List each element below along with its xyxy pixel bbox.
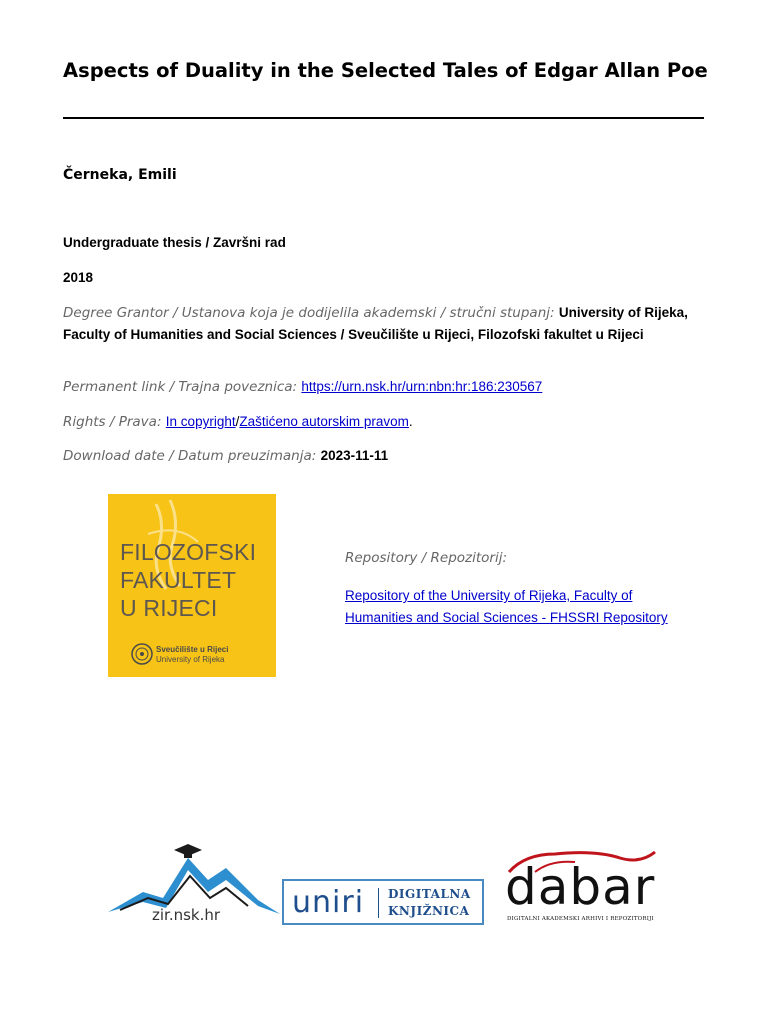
degree-grantor xyxy=(63,302,713,346)
university-name-hr: Sveučilište u Rijeci xyxy=(156,645,229,654)
dabar-logo-subtitle: DIGITALNI AKADEMSKI ARHIVI I REPOZITORIJI xyxy=(507,916,654,922)
permanent-link-url[interactable]: https://urn.nsk.hr/urn:nbn:hr:186:230567 xyxy=(301,379,543,394)
faculty-name-line3: U RIJECI xyxy=(120,595,218,621)
repository-label: Repository / Repozitorij: xyxy=(345,550,508,566)
uniri-logo-word: uniri xyxy=(292,885,365,920)
repository-link[interactable]: Repository of the University of Rijeka, Faculty of Humanities and Social Sciences - FHSSRI Repository xyxy=(345,588,668,625)
download-date-value: 2023-11-11 xyxy=(320,448,389,463)
rights-label: Rights / Prava: xyxy=(63,414,162,430)
download-date-label: Download date / Datum preuzimanja: xyxy=(63,448,317,464)
thesis-type: Undergraduate thesis / Završni rad xyxy=(63,235,286,250)
permanent-link xyxy=(63,376,713,398)
rights-separator: / xyxy=(235,414,240,429)
permanent-link-label: Permanent link / Trajna poveznica: xyxy=(63,379,298,395)
rights-end: . xyxy=(408,414,413,429)
degree-grantor-label: Degree Grantor / Ustanova koja je dodijelila akademski / stručni stupanj: xyxy=(63,305,555,321)
document-title: Aspects of Duality in the Selected Tales of Edgar Allan Poe xyxy=(63,59,708,82)
rights xyxy=(63,411,713,433)
uniri-logo xyxy=(282,879,484,925)
download-date xyxy=(63,445,713,467)
rights-link-zasticeno[interactable]: Zaštićeno autorskim pravom xyxy=(239,414,409,429)
uniri-divider xyxy=(378,888,379,918)
dabar-logo-word: dabar xyxy=(505,858,656,916)
degree-grantor-value: University of Rijeka, Faculty of Humanities and Social Sciences / Sveučilište u Rijeci, Filozofski fakultet u Rijeci xyxy=(63,305,688,342)
faculty-name-line1: FILOZOFSKI xyxy=(120,539,257,565)
author-name: Černeka, Emili xyxy=(63,167,177,183)
rights-link-copyright[interactable]: In copyright xyxy=(165,414,236,429)
uniri-line2: KNJIŽNICA xyxy=(388,904,470,918)
university-name-en: University of Rijeka xyxy=(156,655,225,664)
university-seal-icon xyxy=(130,642,154,666)
repository-link-wrap xyxy=(345,585,685,629)
title-divider xyxy=(63,117,704,119)
faculty-name-line2: FAKULTET xyxy=(120,567,237,593)
faculty-logo xyxy=(108,494,276,677)
zir-logo-text: zir.nsk.hr xyxy=(152,906,221,924)
uniri-line1: DIGITALNA xyxy=(388,887,471,901)
thesis-year: 2018 xyxy=(63,270,94,285)
